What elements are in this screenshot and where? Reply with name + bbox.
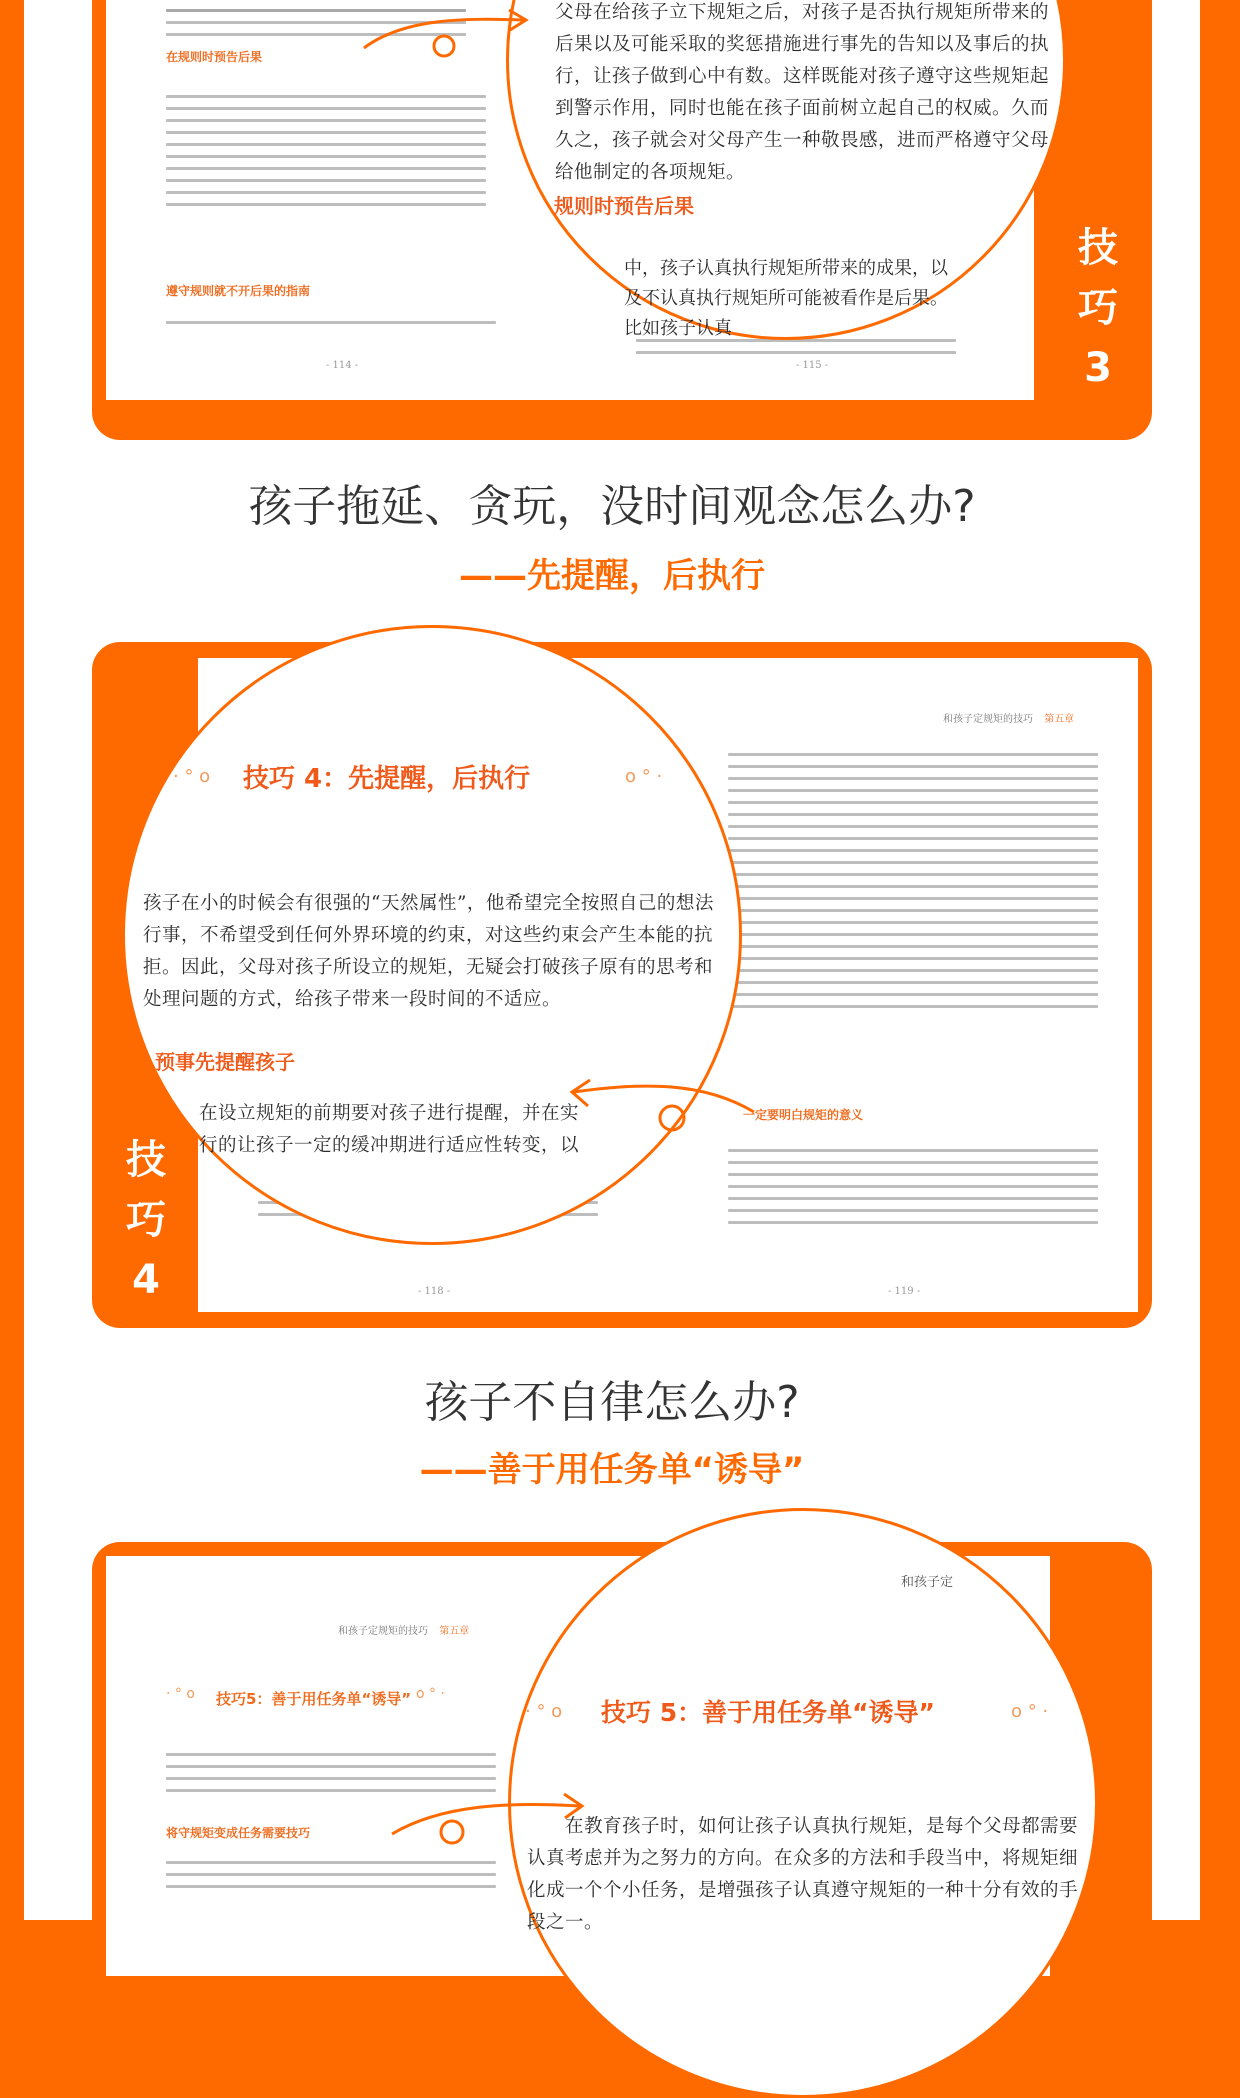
tip4-magnified-text: 孩子在小的时候会有很强的“天然属性”，他希望完全按照自己的想法行事，不希望受到任何外界环境的约束，对这些约束会产生本能的抗拒。因此，父母对孩子所设立的规矩，无疑会打破孩子原有的思考和处理问题的方式，给孩子带来一段时间的不适应。 xyxy=(143,893,714,1010)
left-page-body-text-2 xyxy=(166,312,496,333)
left-page-number: - 118 - xyxy=(418,1286,451,1297)
product-detail-page xyxy=(24,0,1200,1933)
tip5-magnified-text: 在教育孩子时，如何让孩子认真执行规矩，是每个父母都需要认真考虑并为之努力的方向。在众多的方法和手段当中，将规矩细化成一个个小任务，是增强孩子认真遵守规矩的一种十分有效的手段之一。 xyxy=(527,1816,1079,1933)
left-page-body-text xyxy=(166,86,486,215)
decor-dots-icon: o ° · xyxy=(416,1686,445,1702)
right-page-number: - 119 - xyxy=(888,1286,921,1297)
tip4-magnified-title: 技巧 4：先提醒，后执行 xyxy=(243,764,531,794)
left-page-number: - 114 - xyxy=(326,360,359,371)
right-page-body-text xyxy=(728,744,1098,1017)
arrow-icon xyxy=(354,8,534,68)
tip5-magnified-title: 技巧 5：善于用任务单“诱导” xyxy=(601,1698,935,1727)
tip5-magnified-running-head: 和孩子定 xyxy=(901,1575,954,1590)
decor-dots-icon: · ° o xyxy=(173,766,211,787)
decor-dots-icon: o ° · xyxy=(625,766,663,787)
tip4-magnified-tail: 在设立规矩的前期要对孩子进行提醒，并在实行的让孩子一定的缓冲期进行适应性转变，以 xyxy=(199,1103,580,1156)
tip3-magnified-tail: 中，孩子认真执行规矩所带来的成果，以及不认真执行规矩所可能被看作是后果。比如孩子认真 xyxy=(624,258,948,339)
right-page-body-text-2 xyxy=(728,1140,1098,1233)
tip4-magnified-subheading: 预事先提醒孩子 xyxy=(155,1050,295,1074)
right-page-heading: 一定要明白规矩的意义 xyxy=(743,1108,864,1122)
running-head: 和孩子定规矩的技巧 第五章 xyxy=(338,1626,470,1637)
left-page-heading: 将守规矩变成任务需要技巧 xyxy=(166,1826,311,1840)
question-4: 孩子拖延、贪玩，没时间观念怎么办? xyxy=(248,481,976,532)
arrow-icon xyxy=(554,1062,764,1142)
decor-dots-icon: · ° o xyxy=(525,1701,563,1722)
left-page-title: 技巧5：善于用任务单“诱导” xyxy=(216,1690,412,1708)
decor-dots-icon: · ° o xyxy=(166,1686,195,1702)
tip4-tag: 技 巧 4 xyxy=(126,1137,166,1303)
answer-4: ——先提醒，后执行 xyxy=(459,556,765,596)
tip3-magnified-text: 父母在给孩子立下规矩之后，对孩子是否执行规矩所带来的后果以及可能采取的奖惩措施进行事先的告知以及事后的执行，让孩子做到心中有数。这样既能对孩子遵守这些规矩起到警示作用，同时也能在孩子面前树立起自己的权威。久而久之，孩子就会对父母产生一种敬畏感，进而严格遵守父母给他制定的各项规矩。 xyxy=(555,2,1050,183)
tip3-magnified-subheading: 规则时预告后果 xyxy=(554,194,694,218)
left-page-body-text-2 xyxy=(166,1852,496,1897)
left-page-heading: 在规则时预告后果 xyxy=(166,50,263,64)
decor-dots-icon: o ° · xyxy=(1011,1701,1049,1722)
tip4-magnifier-circle xyxy=(122,625,742,1245)
question-5: 孩子不自律怎么办? xyxy=(424,1377,800,1428)
tip5-magnifier-circle xyxy=(508,1508,1098,2098)
answer-5: ——善于用任务单“诱导” xyxy=(419,1450,805,1490)
tip3-tag: 技 巧 3 xyxy=(1078,225,1118,391)
running-head: 和孩子定规矩的技巧 第五章 xyxy=(943,714,1075,725)
arrow-icon xyxy=(382,1784,592,1854)
right-page-number: - 115 - xyxy=(796,360,829,371)
left-page-heading-2: 遵守规则就不开后果的指南 xyxy=(166,284,311,298)
